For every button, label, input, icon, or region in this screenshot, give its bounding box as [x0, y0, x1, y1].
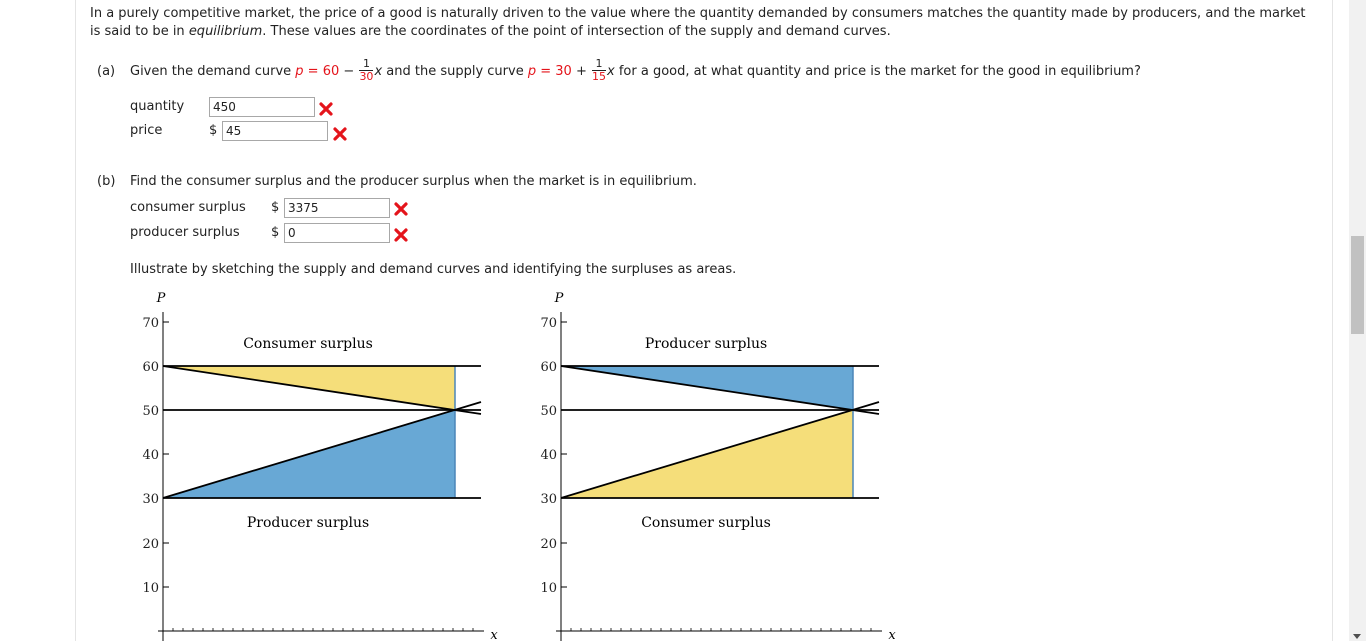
part-a-text-3: for a good, at what quantity and price is the market for the good in equilibrium?: [614, 64, 1141, 79]
quantity-incorrect-icon: [319, 102, 333, 116]
part-a-label: (a): [97, 64, 116, 79]
supply-plus: +: [571, 64, 591, 79]
demand-minus: −: [339, 64, 359, 79]
right-lower-area-label: Consumer surplus: [641, 515, 771, 531]
demand-p-var: p: [295, 64, 304, 79]
graph-option-right[interactable]: [528, 285, 900, 641]
intro-text-1: In a purely competitive market, the price of a good is naturally driven to the value where the quantity demanded by consumers matches the quantity made by producers, and the market is said to be in: [90, 6, 1306, 39]
ps-incorrect-icon: [394, 228, 408, 242]
supply-fraction: [592, 58, 606, 83]
right-tick-10: 10: [540, 581, 557, 596]
part-a-text-1: Given the demand curve: [130, 64, 296, 79]
left-y-ticks: [163, 322, 169, 587]
part-a-question: [130, 55, 1141, 89]
demand-fraction-den: 30: [359, 70, 374, 83]
left-axis-p-label: P: [156, 291, 166, 306]
demand-constant: 60: [322, 64, 340, 79]
demand-eq: =: [303, 64, 323, 79]
price-incorrect-icon: [333, 127, 347, 141]
supply-eq: =: [536, 64, 556, 79]
supply-fraction-num: 1: [592, 58, 606, 71]
left-tick-70: 70: [142, 316, 159, 331]
intro-text-2: . These values are the coordinates of the point of intersection of the supply and demand curves.: [262, 24, 891, 39]
vertical-scrollbar[interactable]: [1349, 0, 1366, 641]
producer-surplus-input[interactable]: 0: [284, 223, 390, 243]
right-tick-50: 50: [540, 404, 557, 419]
ps-currency: $: [271, 225, 280, 240]
supply-constant: 30: [555, 64, 572, 79]
left-lower-area-label: Producer surplus: [246, 515, 370, 531]
left-tick-40: 40: [142, 448, 159, 463]
left-tick-10: 10: [142, 581, 159, 596]
consumer-surplus-label: consumer surplus: [130, 200, 246, 215]
demand-x-var: x: [374, 64, 383, 79]
part-b-question: Find the consumer surplus and the producer surplus when the market is in equilibrium.: [130, 174, 697, 189]
illustrate-instruction: Illustrate by sketching the supply and demand curves and identifying the surpluses as areas.: [130, 262, 737, 277]
left-tick-30: 30: [142, 492, 159, 507]
graph-option-left[interactable]: [130, 285, 500, 641]
supply-fraction-den: 15: [592, 70, 606, 83]
part-a-text-2: and the supply curve: [382, 64, 528, 79]
quantity-label: quantity: [130, 99, 185, 114]
left-tick-20: 20: [142, 537, 159, 552]
right-tick-60: 60: [540, 360, 557, 375]
cs-currency: $: [271, 200, 280, 215]
price-label: price: [130, 123, 163, 138]
intro-emphasis: equilibrium: [188, 24, 263, 39]
right-axis-x-label: x: [888, 628, 896, 641]
scroll-down-arrow-icon[interactable]: [1353, 634, 1361, 639]
right-axis-p-label: P: [554, 291, 564, 306]
right-tick-40: 40: [540, 448, 557, 463]
demand-fraction: [359, 58, 373, 83]
left-tick-60: 60: [142, 360, 159, 375]
intro-paragraph: [90, 5, 1320, 41]
supply-p-var: p: [527, 64, 537, 79]
scrollbar-thumb[interactable]: [1351, 236, 1364, 334]
price-currency: $: [209, 123, 218, 138]
right-tick-20: 20: [540, 537, 557, 552]
right-tick-30: 30: [540, 492, 557, 507]
right-y-ticks: [561, 322, 567, 587]
right-tick-70: 70: [540, 316, 557, 331]
price-input[interactable]: 45: [222, 121, 328, 141]
left-tick-50: 50: [142, 404, 159, 419]
left-upper-area-label: Consumer surplus: [243, 336, 373, 352]
supply-x-var: x: [607, 64, 615, 79]
cs-incorrect-icon: [394, 202, 408, 216]
right-upper-area-label: Producer surplus: [644, 336, 768, 352]
producer-surplus-label: producer surplus: [130, 225, 240, 240]
demand-fraction-num: 1: [359, 58, 373, 71]
consumer-surplus-input[interactable]: 3375: [284, 198, 390, 218]
quantity-input[interactable]: 450: [209, 97, 315, 117]
part-b-label: (b): [97, 174, 116, 189]
left-axis-x-label: x: [490, 628, 498, 641]
